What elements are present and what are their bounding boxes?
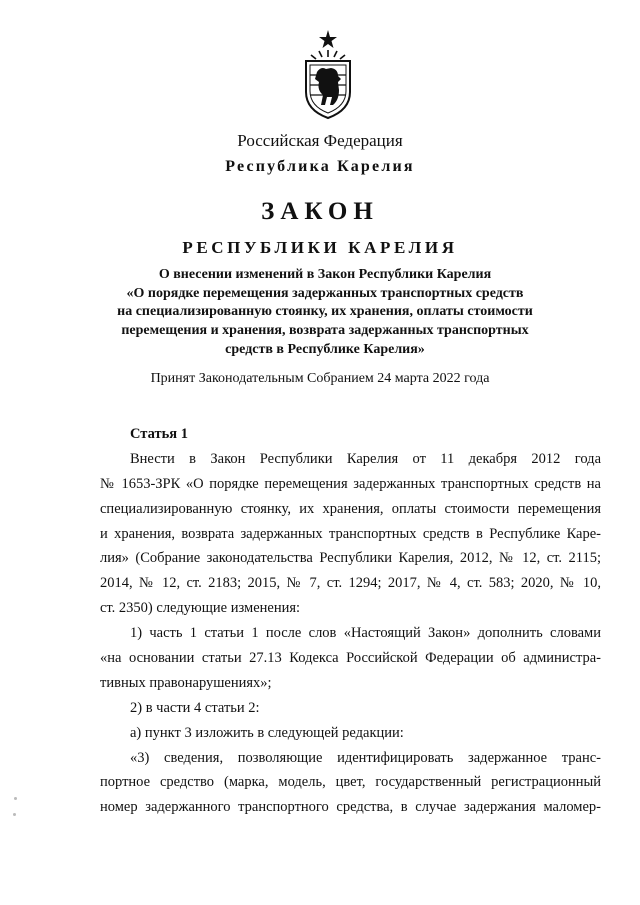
law-title [90, 266, 560, 360]
body-line: ст. 2350) следующие изменения: [100, 600, 301, 617]
law-title-line: на специализированную стоянку, их хранения, оплаты стоимости [117, 304, 533, 320]
body-line: специализированную стоянку, их хранения, оплаты стоимости перемещения [100, 500, 601, 517]
adoption-date-line: Принят Законодательным Собранием 24 марта 2022 года [150, 371, 490, 386]
body-line: и хранения, возврата задержанных транспортных средств в Республике Каре- [100, 525, 601, 542]
law-title-line: средств в Республике Карелия» [225, 341, 425, 357]
body-line: 2014, № 12, ст. 2183; 2015, № 7, ст. 1294; 2017, № 4, ст. 583; 2020, № 10, [100, 575, 601, 592]
law-title-line: О внесении изменений в Закон Республики Карелия [158, 267, 492, 282]
body-line: лия» (Собрание законодательства Республики Карелия, 2012, № 12, ст. 2115; [100, 550, 601, 567]
body-line: тивных правонарушениях»; [100, 674, 272, 691]
scan-speck [13, 813, 16, 816]
body-line: 1) часть 1 статьи 1 после слов «Настоящий Закон» дополнить словами [130, 625, 601, 642]
body-line: номер задержанного транспортного средства, в случае задержания маломер- [100, 799, 601, 816]
federation-line: Российская Федерация [237, 131, 403, 150]
scan-speck [14, 797, 17, 800]
republic-line: Республика Карелия [225, 158, 415, 175]
body-line: 2) в части 4 статьи 2: [130, 699, 260, 716]
body-line: Внести в Закон Республики Карелия от 11 декабря 2012 года [130, 450, 601, 467]
law-title-line: перемещения и хранения, возврата задержанных транспортных [121, 323, 529, 339]
law-heading: ЗАКОН [261, 198, 379, 225]
body-line: а) пункт 3 изложить в следующей редакции: [130, 724, 404, 741]
body-line: «на основании статьи 27.13 Кодекса Российской Федерации об администра- [100, 650, 601, 667]
body-line: портное средство (марка, модель, цвет, государственный регистрационный [100, 774, 601, 791]
body-line: «3) сведения, позволяющие идентифицировать задержанное транс- [130, 749, 601, 766]
article-heading: Статья 1 [130, 426, 188, 442]
coat-of-arms-emblem [297, 28, 359, 120]
body-line: № 1653-ЗРК «О порядке перемещения задержанных транспортных средств на [100, 475, 601, 492]
republic-genitive-heading: РЕСПУБЛИКИ КАРЕЛИЯ [182, 238, 458, 257]
law-title-line: «О порядке перемещения задержанных транспортных средств [126, 285, 524, 301]
law-body [100, 422, 601, 820]
